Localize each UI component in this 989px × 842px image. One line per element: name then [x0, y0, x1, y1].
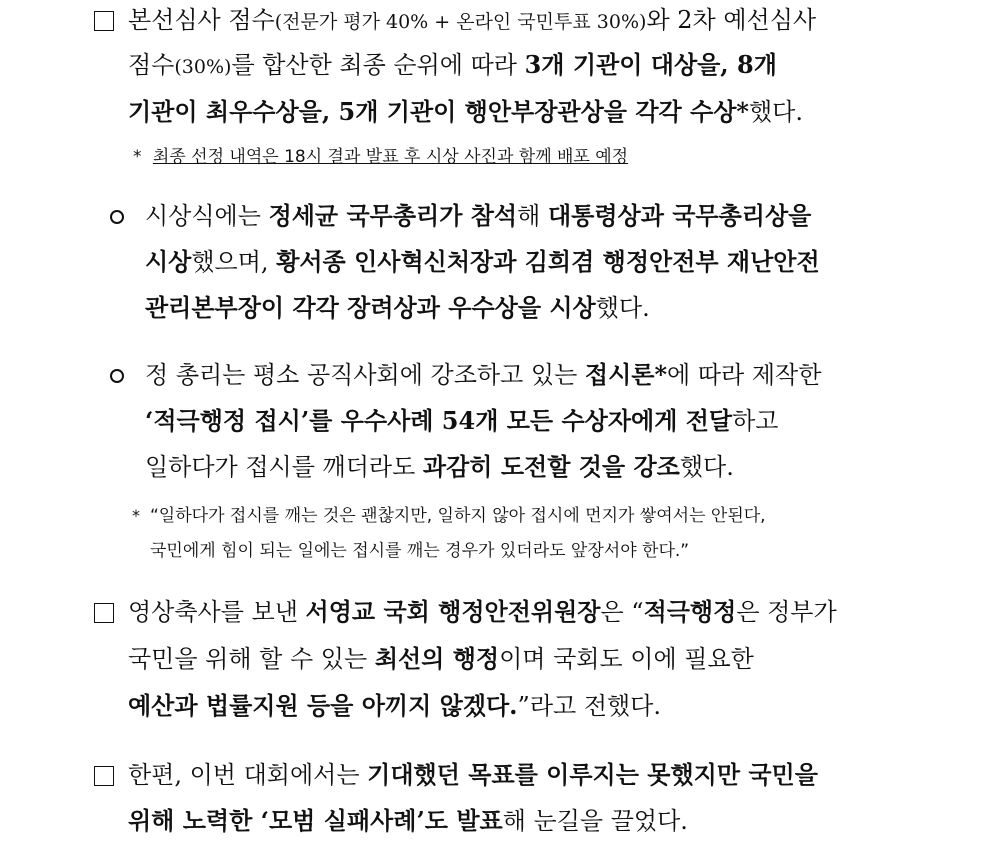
text: 에 따라 제작한: [667, 361, 822, 389]
text: 했다.: [595, 294, 650, 322]
text: 해: [517, 202, 548, 230]
sub1-line2: [145, 247, 820, 277]
sub-bullet-circle: [110, 369, 124, 383]
bold-text: 최선의 행정: [374, 644, 500, 673]
text: 은 “: [600, 598, 644, 626]
section1-line3: [128, 97, 803, 127]
bold-text: ‘적극행정 접시’를 우수사례 54개 모든 수상자에게 전달: [145, 406, 733, 435]
text: 일하다가 접시를 깨더라도: [145, 453, 423, 481]
text: 했으며,: [191, 248, 277, 276]
sub2-footnote-line2: 국민에게 힘이 되는 일에는 접시를 깨는 경우가 있더라도 앞장서야 한다.”: [150, 541, 690, 561]
text: 를 합산한 최종 순위에 따라: [231, 51, 525, 79]
text: 본선심사 점수: [128, 6, 275, 34]
bold-text: 위해 노력한 ‘모범 실패사례’도 발표: [128, 806, 503, 835]
bold-text: 황서종 인사혁신처장과 김희겸 행정안전부 재난안전: [276, 247, 820, 276]
bold-text: 접시론*: [584, 360, 668, 389]
section-bullet-box: [94, 766, 114, 786]
bold-text: 적극행정: [643, 597, 737, 626]
text: 하고: [732, 407, 779, 435]
section1-line1: [128, 5, 816, 37]
section3-line2: [128, 806, 688, 836]
bold-text: 정세균 국무총리가 참석: [268, 201, 518, 230]
section-bullet-box: [94, 11, 114, 31]
section2-line1: [128, 597, 837, 627]
bold-text: 예산과 법률지원 등을 아끼지 않겠다.: [128, 691, 518, 720]
bold-text: 시상: [145, 247, 192, 276]
footnote-star: *: [132, 506, 140, 525]
sub1-line3: [145, 293, 650, 323]
text: 해 눈길을 끌었다.: [502, 807, 688, 835]
section2-line3: [128, 691, 661, 721]
bold-text: 관리본부장이 각각 장려상과 우수상을 시상: [145, 293, 596, 322]
bold-text: 대통령상과 국무총리상을: [547, 201, 812, 230]
sub2-line3: [145, 452, 734, 482]
text: 이며 국회도 이에 필요한: [499, 645, 754, 673]
sub-bullet-circle: [110, 210, 124, 224]
section1-footnote: [133, 146, 628, 168]
bold-text: 3개 기관이 대상을, 8개: [524, 50, 777, 79]
text: 했다.: [748, 98, 803, 126]
text: 영상축사를 보낸: [128, 598, 306, 626]
text: 한편, 이번 대회에서는: [128, 761, 368, 789]
sub2-line2: [145, 406, 778, 436]
sub1-line1: [145, 201, 811, 231]
text: 은 정부가: [736, 598, 837, 626]
section3-line1: [128, 760, 818, 790]
footnote-star: *: [133, 147, 142, 167]
sub2-footnote-line1: “일하다가 접시를 깨는 것은 괜찮지만, 일하지 않아 접시에 먼지가 쌓여서는 안된다,: [150, 506, 766, 526]
section1-line2: [128, 50, 777, 82]
text: 정 총리는 평소 공직사회에 강조하고 있는: [145, 361, 585, 389]
bold-text: 기관이 최우수상을, 5개 기관이 행안부장관상을 각각 수상*: [128, 97, 749, 126]
section-bullet-box: [94, 603, 114, 623]
text: 국민을 위해 할 수 있는: [128, 645, 375, 673]
text: 점수: [128, 51, 175, 79]
text: 시상식에는: [145, 202, 269, 230]
text: (30%): [174, 56, 232, 78]
bold-text: 서영교 국회 행정안전위원장: [305, 597, 601, 626]
text: ”라고 전했다.: [517, 692, 661, 720]
section2-line2: [128, 644, 754, 674]
text: 했다.: [679, 453, 734, 481]
bold-text: 기대했던 목표를 이루지는 못했지만 국민을: [367, 760, 818, 789]
text: (전문가 평가 40% + 온라인 국민투표 30%): [274, 11, 647, 33]
footnote-text: 최종 선정 내역은 18시 결과 발표 후 시상 사진과 함께 배포 예정: [152, 147, 629, 167]
sub2-line1: [145, 360, 821, 390]
text: 와 2차 예선심사: [646, 6, 817, 34]
bold-text: 과감히 도전할 것을 강조: [422, 452, 680, 481]
